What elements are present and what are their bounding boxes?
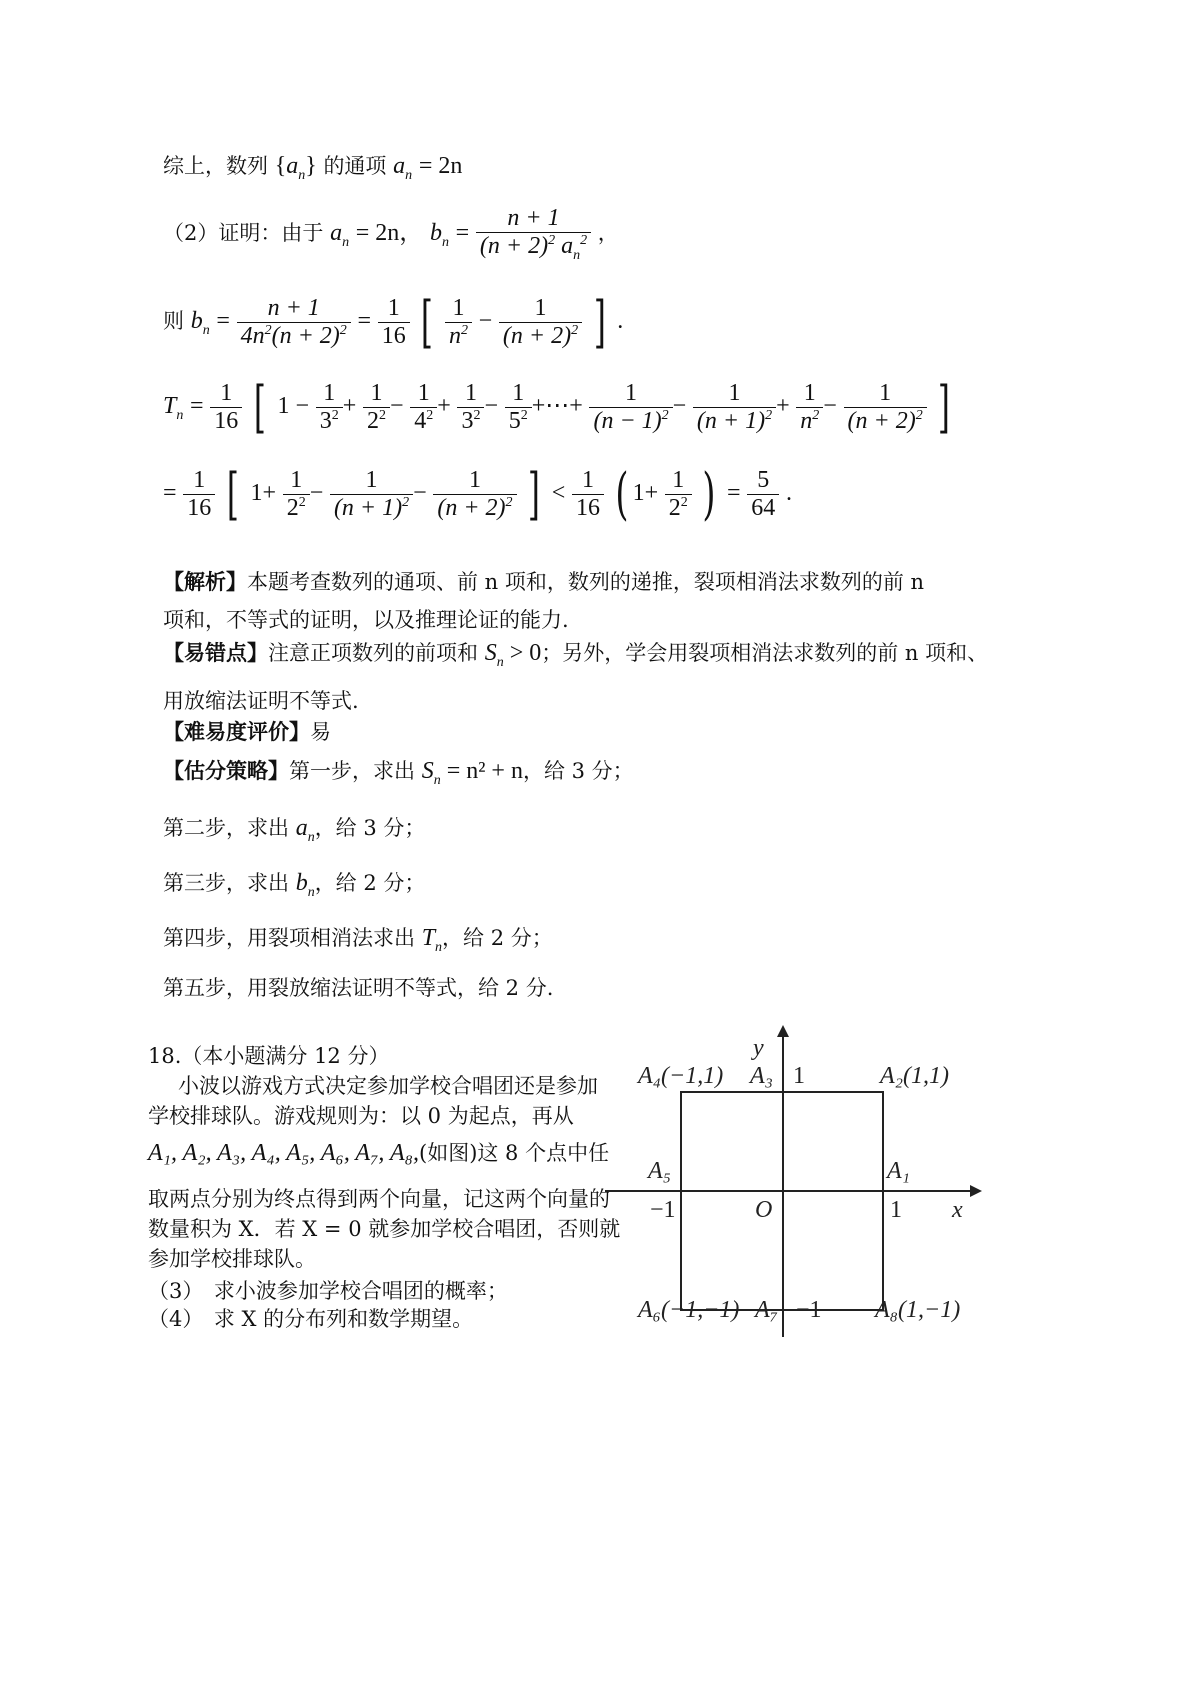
tn-t9 — [844, 380, 927, 435]
coordinate-figure — [590, 1025, 990, 1355]
tn-result — [747, 467, 779, 522]
q18-line2 — [148, 1100, 574, 1130]
tn-frac-16-den: 16 — [210, 407, 242, 435]
label-O: O — [755, 1197, 773, 1223]
scoring-step1 — [163, 755, 634, 789]
scoring-step4 — [163, 922, 553, 956]
bn-symbol-2: $b_n$ — [190, 308, 210, 338]
tn-expression — [163, 375, 955, 440]
bn-expression — [163, 290, 623, 355]
label-A5: A₅ — [648, 1158, 672, 1184]
bn-frac-1 — [237, 295, 351, 350]
bn-fraction — [476, 205, 591, 264]
scoring-s3end: ，给 2 分； — [314, 871, 426, 895]
label-A1: A₁ — [887, 1158, 911, 1184]
tn-t3-den: $4^2$ — [410, 407, 437, 435]
tn-op6: − — [672, 393, 687, 419]
tnf-16 — [183, 467, 215, 522]
tn-t6-den: $(n - 1)^2$ — [589, 407, 672, 435]
tn-t4-den: $3^2$ — [457, 407, 484, 435]
tn-t8-num: 1 — [803, 380, 816, 406]
tnf-a — [283, 467, 310, 522]
q18-title — [148, 1040, 389, 1070]
tn-t2 — [363, 380, 390, 435]
an-symbol: $a_n$ — [393, 153, 413, 183]
scoring-step1-text: 第一步，求出 — [289, 759, 415, 783]
tn-t4-num: 1 — [464, 380, 477, 406]
tick-1-top: 1 — [793, 1063, 805, 1089]
tn-t6-num: 1 — [625, 380, 638, 406]
tn-t5 — [505, 380, 532, 435]
difficulty-value: 易 — [310, 720, 331, 744]
an-eq: = 2n — [418, 153, 463, 179]
tn-t7-den: $(n + 1)^2$ — [693, 407, 776, 435]
q18-line1 — [178, 1070, 598, 1100]
tnf-c-den: $(n + 2)^2$ — [433, 494, 516, 522]
tn-symbol-3: $T_n$ — [421, 925, 443, 955]
conclusion-line — [163, 150, 462, 184]
proof-line — [163, 205, 619, 264]
tn-t1-num: 1 — [323, 380, 336, 406]
tick-neg1-left: −1 — [650, 1197, 676, 1223]
tn-t9-den: $(n + 2)^2$ — [844, 407, 927, 435]
tn-t8-den: $n^2$ — [796, 407, 823, 435]
tnf-a-den: $2^2$ — [283, 494, 310, 522]
bn-end: . — [617, 308, 624, 334]
q18-line3 — [148, 1137, 609, 1167]
tnf-paren-close: ) — [702, 462, 716, 527]
errors-line-2 — [163, 685, 359, 715]
tick-neg1-bottom: −1 — [796, 1297, 822, 1323]
tnf-d — [665, 467, 692, 522]
tnf-16-num: 1 — [193, 467, 206, 493]
tnf-b-num: 1 — [365, 467, 378, 493]
tn-eq: = — [190, 393, 204, 419]
tn-op3: + — [437, 393, 451, 419]
tnf-16b-num: 1 — [582, 467, 595, 493]
tn-op7: + — [776, 393, 790, 419]
tnf-16b — [572, 467, 604, 522]
tn-t2-den: $2^2$ — [363, 407, 390, 435]
bn-symbol: $b_n$ — [429, 220, 449, 250]
label-A4: A₄(−1,1) — [638, 1063, 724, 1089]
proof-an: = 2n， — [355, 220, 424, 246]
tn-t5-den: $5^2$ — [505, 407, 532, 435]
difficulty-line — [163, 716, 331, 746]
errors-line-1 — [163, 637, 988, 671]
tnf-c — [433, 467, 516, 522]
scoring-step5 — [163, 972, 553, 1002]
q18-line4 — [148, 1183, 610, 1213]
tn-bracket-open: [ — [253, 375, 266, 440]
q18-points: A₁, A₂, A₃, A₄, A₅, A₆, A₇, A₈, — [148, 1140, 419, 1166]
bn-prefix: 则 — [163, 309, 184, 333]
q18-line3b: (如图)这 8 个点中任 — [419, 1141, 610, 1165]
tnf-c-num: 1 — [468, 467, 481, 493]
scoring-step5-text: 第五步，用裂放缩法证明不等式，给 2 分. — [163, 976, 554, 1000]
label-A8: A₈(1,−1) — [875, 1297, 961, 1323]
scoring-step3 — [163, 867, 425, 901]
tnf-16-den: 16 — [183, 494, 215, 522]
tnf-paren-open: ( — [615, 462, 629, 527]
tn-t7 — [693, 380, 776, 435]
tnf-a-num: 1 — [290, 467, 303, 493]
bracket-close: ] — [593, 290, 606, 355]
tn-result-num: 5 — [757, 467, 770, 493]
scoring-step3-text: 第三步，求出 — [163, 871, 289, 895]
tnf-d-den: $2^2$ — [665, 494, 692, 522]
scoring-s2end: ，给 3 分； — [314, 816, 426, 840]
proof-comma: ， — [597, 221, 619, 245]
bn-eq-2: = — [357, 308, 372, 334]
y-arrow — [777, 1025, 789, 1037]
conclusion-text: 综上，数列 — [163, 154, 268, 178]
bn-frac-1-den: $4n^2(n + 2)^2$ — [237, 322, 351, 350]
q18-sub3 — [148, 1275, 508, 1305]
tn-t3 — [410, 380, 437, 435]
tn-t1 — [316, 380, 343, 435]
tn-one-minus: 1 − — [277, 393, 310, 419]
tnf-one-plus: 1+ — [250, 480, 277, 506]
tn-t9-num: 1 — [879, 380, 892, 406]
seq-brace: $\{a_n\}$ — [274, 153, 317, 183]
frac-16-den: 16 — [378, 322, 410, 350]
bn-frac-16 — [378, 295, 410, 350]
tn-final — [163, 462, 792, 527]
label-x: x — [952, 1197, 963, 1223]
tn-final-lt: < — [551, 480, 566, 506]
proof-eq: = — [455, 220, 470, 246]
tnf-eq-2: = — [727, 480, 741, 506]
bracket-open: [ — [421, 290, 434, 355]
tn-frac-16 — [210, 380, 242, 435]
tnf-b — [330, 467, 413, 522]
tnf-one-plus-2: 1+ — [632, 480, 659, 506]
scoring-step2 — [163, 812, 425, 846]
frac-1-n2-den: $n^2$ — [445, 322, 472, 350]
tn-t4 — [457, 380, 484, 435]
sn-symbol: $S_n$ — [484, 640, 504, 670]
proof-prefix: （2）证明：由于 — [163, 221, 324, 245]
tnf-b-den: $(n + 1)^2$ — [330, 494, 413, 522]
tn-op8: − — [823, 393, 837, 419]
q18-line5 — [148, 1213, 620, 1243]
q18-sub3-text: （3） 求小波参加学校合唱团的概率； — [148, 1279, 508, 1303]
tn-op1: + — [342, 393, 357, 419]
frac-1-n2-num: 1 — [452, 295, 465, 321]
errors-text1: 注意正项数列的前项和 — [268, 641, 478, 665]
tick-1-right: 1 — [890, 1197, 902, 1223]
frac-1-np2 — [499, 295, 582, 350]
conclusion-mid: 的通项 — [323, 154, 387, 178]
scoring-s4end: ，给 2 分； — [442, 926, 553, 950]
q18-line6 — [148, 1243, 316, 1273]
bn-num: n + 1 — [507, 205, 560, 231]
tn-op2: − — [389, 393, 404, 419]
label-y: y — [753, 1035, 764, 1061]
tn-frac-16-num: 1 — [220, 380, 233, 406]
q18-line2-text: 学校排球队。游戏规则为：以 0 为起点，再从 — [148, 1104, 574, 1128]
tnf-op1: − — [309, 480, 324, 506]
tn-symbol: $T_n$ — [163, 393, 184, 423]
x-arrow — [970, 1185, 982, 1197]
tn-t5-num: 1 — [512, 380, 525, 406]
frac-1-np2-den: $(n + 2)^2$ — [499, 322, 582, 350]
q18-sub4 — [148, 1303, 473, 1333]
tn-t6 — [589, 380, 672, 435]
errors-tag: 【易错点】 — [163, 640, 268, 665]
tnf-d-num: 1 — [672, 467, 685, 493]
tnf-op2: − — [413, 480, 427, 506]
tnf-16b-den: 16 — [572, 494, 604, 522]
tnf-bracket-open: [ — [226, 462, 239, 527]
tn-ellipsis: +⋯+ — [531, 393, 583, 419]
scoring-step2-text: 第二步，求出 — [163, 816, 289, 840]
analysis-text: 本题考查数列的通项、前 n 项和，数列的递推，裂项相消法求数列的前 n 项和，不等式的证明，以及推理论证的能力. — [163, 570, 925, 632]
scoring-step4-text: 第四步，用裂项相消法求出 — [163, 926, 415, 950]
bn-eq-1: = — [216, 308, 230, 334]
q18-sub4-text: （4） 求 X 的分布列和数学期望。 — [148, 1307, 474, 1331]
sn-symbol-2: $S_n$ — [421, 758, 441, 788]
bn-den: $(n + 2)^2$ $a_n^2$ — [476, 232, 591, 264]
tn-bracket-close: ] — [938, 375, 951, 440]
frac-16-num: 1 — [387, 295, 400, 321]
q18-line5-text: 数量积为 X．若 X = 0 就参加学校合唱团，否则就 — [148, 1217, 621, 1241]
scoring-tag: 【估分策略】 — [163, 758, 289, 783]
q18-line1-text: 小波以游戏方式决定参加学校合唱团还是参加 — [178, 1074, 598, 1098]
frac-1-np2-num: 1 — [534, 295, 547, 321]
errors-cond: > 0 — [503, 640, 542, 666]
an-symbol-3: $a_n$ — [295, 815, 315, 845]
tn-t2-num: 1 — [370, 380, 383, 406]
errors-text2: ；另外，学会用裂项相消法求数列的前 n 项和、 — [541, 641, 989, 665]
an-symbol-2: $a_n$ — [330, 220, 350, 250]
tn-t8 — [796, 380, 823, 435]
minus-sign: − — [478, 308, 493, 334]
tn-op4: − — [484, 393, 498, 419]
scoring-s1end: ，给 3 分； — [522, 759, 634, 783]
tn-t3-num: 1 — [417, 380, 430, 406]
difficulty-tag: 【难易度评价】 — [163, 719, 310, 744]
tn-t7-num: 1 — [728, 380, 741, 406]
label-A3: A₃ — [750, 1063, 774, 1089]
scoring-s1rest: = n² + n — [440, 758, 523, 784]
errors-text3: 用放缩法证明不等式. — [163, 689, 359, 713]
tn-result-den: 64 — [747, 494, 779, 522]
tn-t1-den: $3^2$ — [316, 407, 343, 435]
q18-line4-text: 取两点分别为终点得到两个向量，记这两个向量的 — [148, 1187, 610, 1211]
label-A2: A₂(1,1) — [880, 1063, 949, 1089]
tn-final-eq: = — [163, 480, 177, 506]
frac-1-n2 — [445, 295, 472, 350]
label-A7: A₇ — [755, 1297, 779, 1323]
analysis-tag: 【解析】 — [163, 569, 247, 594]
q18-title-text: 18.（本小题满分 12 分） — [148, 1044, 390, 1068]
analysis-paragraph — [163, 563, 943, 639]
tnf-bracket-close: ] — [528, 462, 541, 527]
tn-final-end: . — [785, 480, 792, 506]
q18-line6-text: 参加学校排球队。 — [148, 1247, 316, 1271]
bn-frac-1-num: n + 1 — [267, 295, 320, 321]
bn-symbol-3: $b_n$ — [295, 870, 315, 900]
label-A6: A₆(−1,−1) — [638, 1297, 740, 1323]
